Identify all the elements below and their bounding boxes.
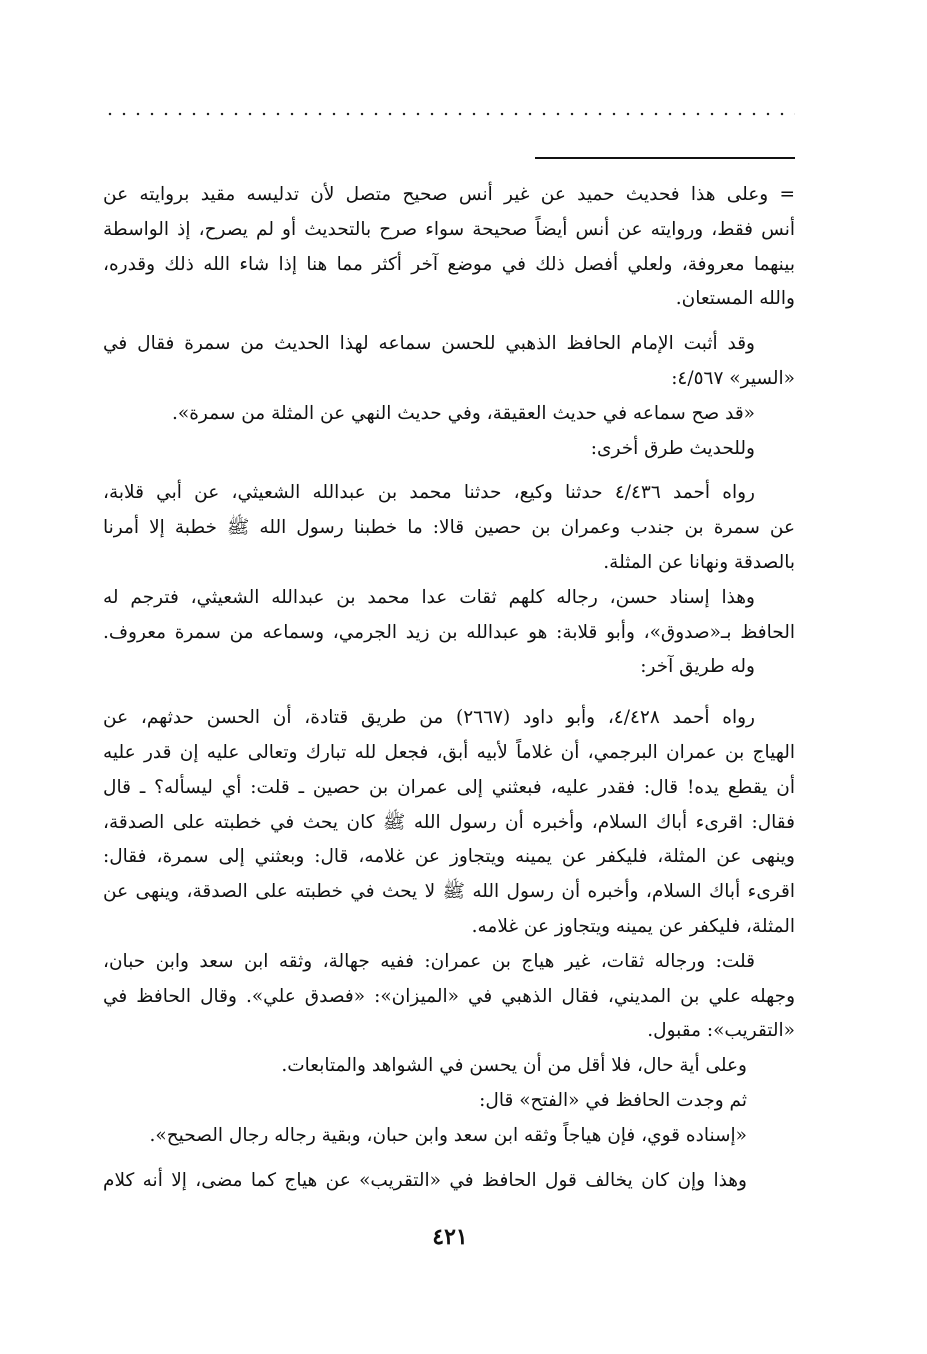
- footnote-rule: [535, 157, 795, 159]
- text-line: بينهما معروفة، ولعلي أفصل ذلك في موضع آخر أكثر مما هنا إذا شاء الله ذلك وقدره،: [103, 253, 795, 275]
- text-line: وينهى عن المثلة، فليكفر عن يمينه ويتجاوز عن غلامه، قال: وبعثني إلى سمرة، فقال:: [103, 846, 795, 868]
- text-line: «التقريب»: مقبول.: [647, 1020, 795, 1042]
- text-line: عن سمرة بن جندب وعمران بن حصين قالا: ما خطبنا رسول الله ﷺ خطبة إلا أمرنا: [103, 517, 795, 539]
- text-line: = وعلى هذا فحديث حميد عن غير أنس صحيح متصل لأن تدليسه مقيد بروايته عن: [103, 184, 795, 205]
- text-line: وجهله علي بن المديني، فقال الذهبي في «الميزان»: «فصدق علي». وقال الحافظ في: [103, 985, 795, 1007]
- text-line: وله طريق آخر:: [640, 656, 755, 678]
- text-line: المثلة، فليكفر عن يمينه ويتجاوز عن غلامه.: [471, 915, 795, 937]
- text-line: أنس فقط، وروايته عن أنس أيضاً صحيحة سواء صرح بالتحديث أو لم يصرح، إذ الواسطة: [103, 218, 795, 240]
- text-line: رواه أحمد ٤/٤٢٨، وأبو داود (٢٦٦٧) من طريق قتادة، أن الحسن حدثهم، عن: [103, 707, 755, 729]
- text-line: اقرىء أباك السلام، وأخبره أن رسول الله ﷺ لا يحث في خطبته على الصدقة، وينهى عن: [103, 881, 795, 903]
- text-line: قلت: ورجاله ثقات، غير هياج بن عمران: ففيه جهالة، وثقه ابن سعد وابن حبان،: [103, 950, 755, 972]
- text-line: وهذا وإن كان يخالف قول الحافظ في «التقريب» عن هياج كما مضى، إلا أنه كلام: [103, 1169, 747, 1191]
- text-line: والله المستعان.: [675, 288, 795, 310]
- text-line: وقد أثبت الإمام الحافظ الذهبي للحسن سماعه لهذا الحديث من سمرة فقال في: [103, 333, 755, 355]
- text-line: فقال: اقرىء أباك السلام، وأخبره أن رسول الله ﷺ كان يحث في خطبته على الصدقة،: [103, 811, 795, 833]
- page-number: ٤٢١: [432, 1224, 468, 1250]
- dotted-separator: [103, 112, 795, 116]
- footnote-text-body: [103, 178, 795, 1198]
- text-line: وهذا إسناد حسن، رجاله كلهم ثقات عدا محمد بن عبدالله الشعيثي، فترجم له: [103, 586, 755, 608]
- quote-line: «إسناده قوي، فإن هياجاً وثقه ابن سعد وابن حبان، وبقية رجاله رجال الصحيح».: [149, 1124, 747, 1146]
- text-line: بالصدقة ونهانا عن المثلة.: [603, 551, 795, 573]
- text-line: وعلى أية حال، فلا أقل من أن يحسن في الشواهد والمتابعات.: [281, 1055, 747, 1077]
- text-line: الهياج بن عمران البرجمي، أن غلاماً لأبيه أبق، فجعل لله تبارك وتعالى عليه إن قدر عليه: [103, 741, 795, 763]
- text-line: رواه أحمد ٤/٤٣٦ حدثنا وكيع، حدثنا محمد بن عبدالله الشعيثي، عن أبي قلابة،: [103, 482, 755, 504]
- quote-line: «قد صح سماعه في حديث العقيقة، وفي حديث النهي عن المثلة من سمرة».: [172, 402, 755, 424]
- text-line: ثم وجدت الحافظ في «الفتح» قال:: [479, 1089, 747, 1111]
- text-line: وللحديث طرق أخرى:: [590, 437, 755, 459]
- text-line: أن يقطع يده! قال: فقدر عليه، فبعثني إلى عمران بن حصين ـ قلت: أي ليسأله؟ ـ قال: [103, 776, 795, 798]
- text-line: «السير» ٤/٥٦٧:: [671, 367, 795, 389]
- text-line: الحافظ بـ«صدوق»، وأبو قلابة: هو عبدالله بن زيد الجرمي، وسماعه من سمرة معروف.: [103, 621, 795, 643]
